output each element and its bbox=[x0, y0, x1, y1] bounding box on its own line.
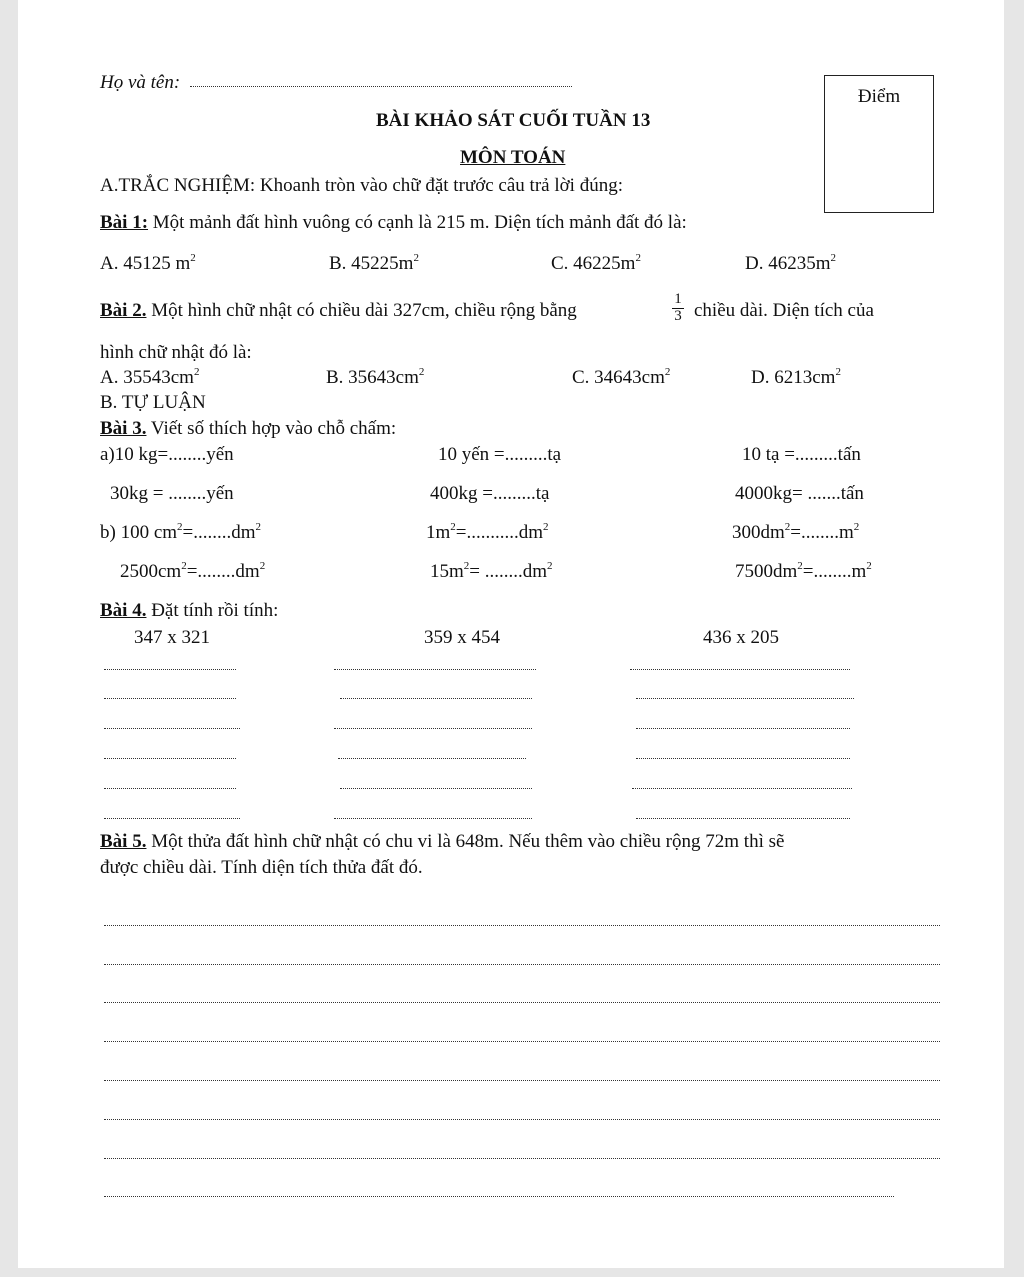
q2-fraction bbox=[672, 292, 684, 324]
q3-item: 4000kg= .......tấn bbox=[735, 483, 864, 504]
q2-text: Một hình chữ nhật có chiều dài 327cm, chiều rộng bằng bbox=[146, 300, 577, 321]
q3-item: a)10 kg=........yến bbox=[100, 444, 234, 465]
q5-label: Bài 5. bbox=[100, 831, 147, 852]
q4-problem: 359 x 454 bbox=[424, 627, 500, 648]
q1-text: Một mảnh đất hình vuông có cạnh là 215 m. Diện tích mảnh đất đó là: bbox=[148, 212, 687, 233]
q3-prompt bbox=[100, 418, 396, 440]
q5-answer-line bbox=[104, 1158, 940, 1159]
q5-answer-line bbox=[104, 1041, 940, 1042]
q1-prompt bbox=[100, 212, 687, 234]
q4-answer-line bbox=[104, 788, 236, 789]
q4-problem: 436 x 205 bbox=[703, 627, 779, 648]
q4-text: Đặt tính rồi tính: bbox=[146, 600, 279, 621]
q2-prompt bbox=[100, 300, 577, 322]
q2-option-d: D. $6213cm^2$ bbox=[751, 366, 841, 388]
q4-answer-line bbox=[632, 788, 852, 789]
q4-answer-line bbox=[104, 669, 236, 670]
q5-text-line2: được chiều dài. Tính diện tích thửa đất đó. bbox=[100, 857, 423, 878]
q5-answer-line bbox=[104, 925, 940, 926]
q5-answer-line bbox=[104, 1080, 940, 1081]
q3-area-item: $1m^2=...........dm^2$ bbox=[426, 521, 549, 543]
q1-label: Bài 1: bbox=[100, 212, 149, 233]
q4-answer-line bbox=[104, 728, 240, 729]
section-b-heading: B. TỰ LUẬN bbox=[100, 392, 206, 413]
q3-item: 30kg = ........yến bbox=[110, 483, 234, 504]
q2-label: Bài 2. bbox=[100, 300, 147, 321]
q4-prompt bbox=[100, 600, 278, 622]
score-label: Điểm bbox=[857, 86, 901, 107]
subject-title: MÔN TOÁN bbox=[460, 147, 566, 168]
q3-area-item: $2500cm^2=........dm^2$ bbox=[120, 560, 266, 582]
q5-text: Một thửa đất hình chữ nhật có chu vi là 648m. Nếu thêm vào chiều rộng 72m thì sẽ bbox=[146, 831, 785, 852]
q3-area-item: b) 100 $cm^2=........dm^2$ bbox=[100, 521, 262, 543]
q4-answer-line bbox=[104, 698, 236, 699]
q2-option-c: C. $34643cm^2$ bbox=[572, 366, 671, 388]
q2-text-line2: hình chữ nhật đó là: bbox=[100, 342, 252, 363]
page-title: BÀI KHẢO SÁT CUỐI TUẦN 13 bbox=[376, 110, 651, 131]
q4-answer-line bbox=[334, 728, 532, 729]
q3-item: 10 tạ =.........tấn bbox=[742, 444, 861, 465]
q5-answer-line bbox=[104, 964, 940, 965]
q4-answer-line bbox=[338, 758, 526, 759]
score-box bbox=[824, 75, 934, 213]
q4-label: Bài 4. bbox=[100, 600, 147, 621]
q3-item: 400kg =.........tạ bbox=[430, 483, 550, 504]
q1-option-b: B. $45225m^2$ bbox=[329, 252, 419, 274]
q3-text: Viết số thích hợp vào chỗ chấm: bbox=[146, 418, 397, 439]
q5-answer-line bbox=[104, 1196, 894, 1197]
q4-answer-line bbox=[340, 788, 532, 789]
q4-problem: 347 x 321 bbox=[134, 627, 210, 648]
q4-answer-line bbox=[104, 818, 240, 819]
q1-option-d: D. $46235m^2$ bbox=[745, 252, 836, 274]
q4-answer-line bbox=[636, 758, 850, 759]
section-a-heading: A.TRẮC NGHIỆM: Khoanh tròn vào chữ đặt trước câu trả lời đúng: bbox=[100, 175, 623, 196]
q2-fraction-denominator: 3 bbox=[674, 308, 682, 324]
q1-option-a: A. 45125 $m^2$ bbox=[100, 252, 196, 274]
worksheet-page bbox=[18, 0, 1004, 1268]
q4-answer-line bbox=[630, 669, 850, 670]
q4-answer-line bbox=[334, 818, 532, 819]
name-label: Họ và tên: bbox=[100, 72, 181, 93]
q4-answer-line bbox=[636, 818, 850, 819]
q2-option-a: A. $35543cm^2$ bbox=[100, 366, 200, 388]
q2-option-b: B. $35643cm^2$ bbox=[326, 366, 425, 388]
q5-answer-line bbox=[104, 1119, 940, 1120]
q4-answer-line bbox=[636, 698, 854, 699]
q4-answer-line bbox=[340, 698, 532, 699]
q2-text-after: chiều dài. Diện tích của bbox=[694, 300, 874, 321]
q1-option-c: C. $46225m^2$ bbox=[551, 252, 641, 274]
q5-answer-line bbox=[104, 1002, 940, 1003]
q3-label: Bài 3. bbox=[100, 418, 147, 439]
q4-answer-line bbox=[104, 758, 236, 759]
q3-area-item: $15m^2= ........dm^2$ bbox=[430, 560, 553, 582]
q3-area-item: $7500dm^2=........m^2$ bbox=[735, 560, 872, 582]
q4-answer-line bbox=[636, 728, 850, 729]
q5-prompt bbox=[100, 831, 784, 853]
q4-answer-line bbox=[334, 669, 536, 670]
q2-fraction-numerator: 1 bbox=[672, 292, 684, 309]
name-blank bbox=[190, 86, 572, 87]
q3-item: 10 yến =.........tạ bbox=[438, 444, 562, 465]
q3-area-item: $300dm^2=........m^2$ bbox=[732, 521, 860, 543]
